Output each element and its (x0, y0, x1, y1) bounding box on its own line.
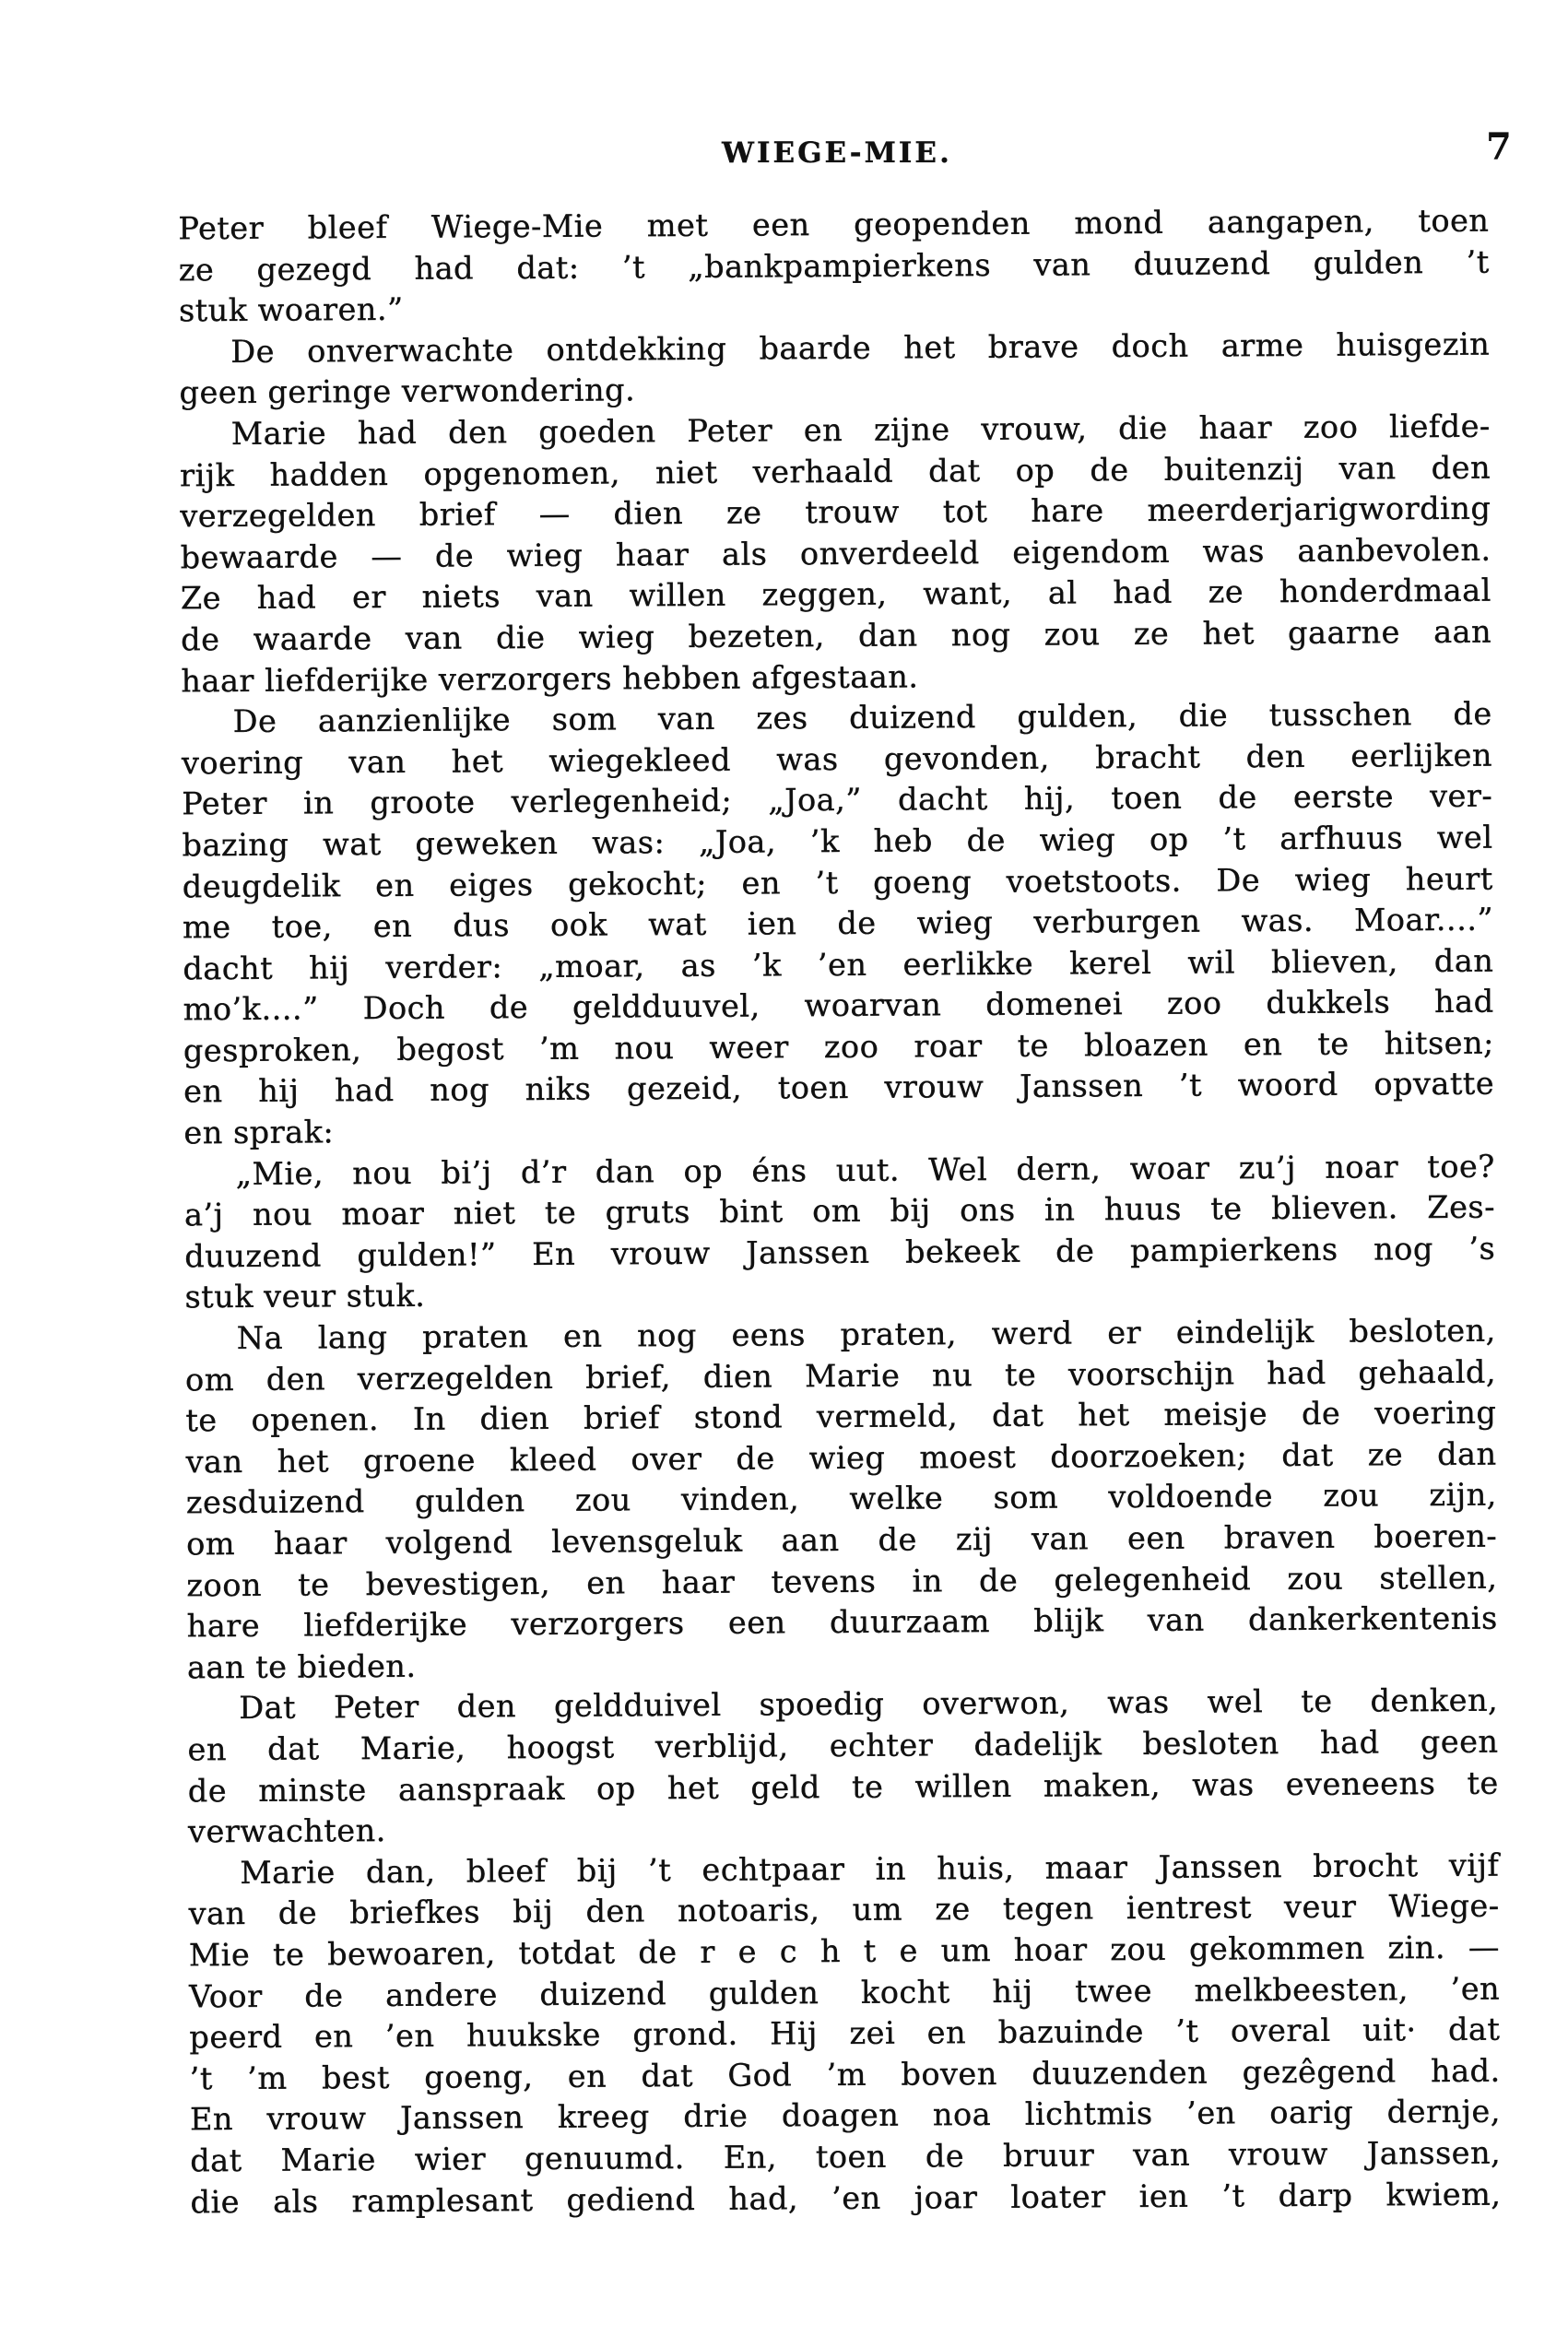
text-line: peerd en ’en huukske grond. Hij zei en bazuinde ’t overal uit· dat (189, 2011, 1501, 2056)
page-text (178, 201, 1501, 2224)
text-line: Dat Peter den geldduivel spoedig overwon, was wel te denken, (239, 1682, 1499, 1727)
text-line: deugdelik en eiges gekocht; en ’t goeng voetstoots. De wieg heurt (182, 860, 1493, 904)
text-line: gesproken, begost ’m nou weer zoo roar te bloazen en te hitsen; (183, 1024, 1495, 1069)
text-line: stuk veur stuk. (184, 1278, 426, 1315)
text-line: dacht hij verder: „moar, as ’k ’en eerlikke kerel wil blieven, dan (183, 942, 1494, 987)
text-line: De onverwachte ontdekking baarde het brave doch arme huisgezin (230, 325, 1491, 370)
text-line: om den verzegelden brief, dien Marie nu te voorschijn had gehaald, (184, 1353, 1497, 1398)
text-line: „Mie, nou bi’j d’r dan op éns uut. Wel dern, woar zu’j noar toe? (235, 1148, 1495, 1192)
text-line: rijk hadden opgenomen, niet verhaald dat op de buitenzij van den (179, 449, 1491, 493)
text-line: die als ramplesant gediend had, ’en joar loater ien ’t darp kwiem, (190, 2176, 1502, 2220)
text-line: Voor de andere duizend gulden kocht hij twee melkbeesten, ’en (189, 1970, 1501, 2014)
text-line: geen geringe verwondering. (179, 372, 636, 411)
text-line: aan te bieden. (186, 1647, 417, 1686)
text-line: voering van het wiegekleed was gevonden, bracht den eerlijken (181, 737, 1493, 782)
text-line: me toe, en dus ook wat ien de wieg verburgen was. Moar....” (182, 901, 1494, 946)
text-line: ’t ’m best goeng, en dat God ’m boven duuzenden gezêgend had. (189, 2052, 1501, 2097)
text-line: Mie te bewoaren, totdat de r e c h t e um hoar zou gekommen zin. — (188, 1929, 1501, 1974)
text-line: te openen. In dien brief stond vermeld, dat het meisje de voering (185, 1394, 1497, 1439)
text-line: zesduizend gulden zou vinden, welke som voldoende zou zijn, (185, 1477, 1498, 1521)
text-line: Ze had er niets van willen zeggen, want, al had ze honderdmaal (180, 572, 1492, 617)
text-line: hare liefderijke verzorgers een duurzaam blijk van dankerkentenis (186, 1599, 1498, 1645)
text-line: om haar volgend levensgeluk aan de zij van een braven boeren- (186, 1517, 1498, 1563)
text-line: mo’k....” Doch de geldduuvel, woarvan domenei zoo dukkels had (183, 983, 1494, 1028)
text-line: Peter in groote verlegenheid; „Joa,” dacht hij, toen de eerste ver- (182, 777, 1493, 822)
text-line: bazing wat geweken was: „Joa, ’k heb de wieg op ’t arfhuus wel (182, 819, 1493, 864)
text-line: en sprak: (183, 1114, 335, 1151)
text-line: bewaarde — de wieg haar als onverdeeld eigendom was aanbevolen. (180, 531, 1491, 576)
text-line: stuk woaren.” (178, 291, 404, 329)
text-line: de waarde van die wieg bezeten, dan nog zou ze het gaarne aan (181, 613, 1492, 658)
running-header: WIEGE-MIE. (722, 136, 952, 170)
text-line: ze gezegd had dat: ’t „bankpampierkens van duuzend gulden ’t (178, 243, 1490, 288)
text-line: en dat Marie, hoogst verblijd, echter dadelijk besloten had geen (187, 1723, 1499, 1768)
page-number: 7 (1486, 125, 1512, 169)
text-line: duuzend gulden!” En vrouw Janssen bekeek de pampierkens nog ’s (184, 1230, 1496, 1275)
text-line: verzegelden brief — dien ze trouw tot hare meerderjarigwording (180, 490, 1491, 535)
text-line: dat Marie wier genuumd. En, toen de bruur van vrouw Janssen, (190, 2134, 1502, 2179)
text-line: en hij had nog niks gezeid, toen vrouw Janssen ’t woord opvatte (183, 1066, 1495, 1110)
text-line: zoon te bevestigen, en haar tevens in de gelegenheid zou stellen, (186, 1559, 1498, 1603)
text-line: Marie had den goeden Peter en zijne vrouw, die haar zoo liefde- (230, 407, 1491, 452)
text-line: a’j nou moar niet te gruts bint om bij ons in huus te blieven. Zes- (183, 1188, 1496, 1233)
text-line: En vrouw Janssen kreeg drie doagen noa lichtmis ’en oarig dernje, (189, 2093, 1502, 2138)
text-line: haar liefderijke verzorgers hebben afgestaan. (181, 657, 919, 699)
text-line: verwachten. (187, 1812, 386, 1850)
text-line: De aanzienlijke som van zes duizend gulden, die tusschen de (232, 695, 1492, 740)
text-line: van het groene kleed over de wieg moest doorzoeken; dat ze dan (185, 1435, 1497, 1481)
text-line: Peter bleef Wiege-Mie met een geopenden mond aangapen, toen (178, 202, 1490, 247)
text-line: van de briefkes bij den notoaris, um ze tegen ientrest veur Wiege- (188, 1887, 1500, 1932)
text-line: Na lang praten en nog eens praten, werd er eindelijk besloten, (236, 1312, 1496, 1357)
text-line: de minste aanspraak op het geld te willen maken, was eveneens te (187, 1764, 1499, 1809)
text-line: Marie dan, bleef bij ’t echtpaar in huis, maar Janssen brocht vijf (240, 1846, 1500, 1891)
